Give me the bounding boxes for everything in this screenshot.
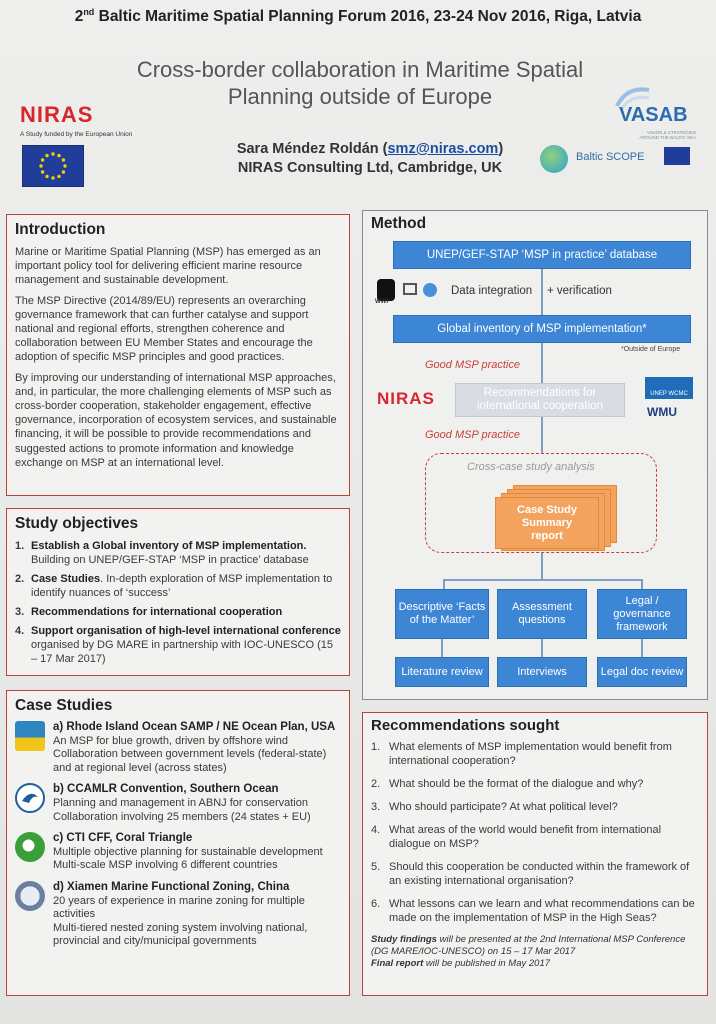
introduction-heading: Introduction: [15, 221, 106, 238]
recommendations-panel: [362, 712, 708, 996]
case-title: a) Rhode Island Ocean SAMP / NE Ocean Plan, USA: [53, 721, 336, 733]
introduction-paragraph-3: By improving our understanding of international MSP approaches, and, in particular, the more challenging elements of MSP such as cross-border cooperation, stakeholder engagement, effective governance, incorporation of ecosystem services, and sustainable financing, it will be possible to provide recommendations and suggested actions to promote information and knowledge exchange on MSP at an international level.: [15, 371, 337, 469]
wwf-label: WWF: [375, 299, 390, 305]
msp-database-box: UNEP/GEF-STAP ‘MSP in practice’ database: [393, 241, 691, 269]
objective-number: 1.: [15, 540, 25, 552]
partner-logos: [373, 279, 453, 303]
outside-europe-note: *Outside of Europe: [621, 346, 681, 353]
case-line-2: Collaboration involving 25 members (24 states + EU): [53, 810, 311, 823]
recommendation-item: [371, 777, 699, 791]
literature-review-box: Literature review: [395, 657, 489, 687]
objective-detail: Building on UNEP/GEF-STAP ‘MSP in practice’ database: [31, 554, 309, 566]
case-studies-heading: Case Studies: [15, 697, 113, 714]
author-organisation: NIRAS Consulting Ltd, Cambridge, UK: [237, 160, 503, 176]
case-line-2: Multi-tiered nested zoning system involving national, provincial and city/municipal governments: [53, 921, 308, 948]
arrow-connector: [541, 269, 543, 315]
baltic-scope-text: Baltic SCOPE: [576, 151, 645, 163]
objective-number: 4.: [15, 625, 25, 637]
note-bold-1: Study findings: [371, 934, 437, 945]
forum-ordinal: nd: [83, 7, 95, 17]
recommendation-number: 1.: [371, 741, 381, 753]
introduction-panel: [6, 214, 350, 496]
cti-icon: [15, 832, 45, 862]
note-text-1: will be presented at the 2nd International MSP Conference (DG MARE/IOC-UNESCO) on 15 – 17 Mar 2017: [371, 934, 686, 957]
interviews-box: Interviews: [497, 657, 587, 687]
introduction-paragraph-1: Marine or Maritime Spatial Planning (MSP) has emerged as an important policy tool for delivering efficient marine resource management and sustainable development.: [15, 246, 321, 287]
arrow-connector: [441, 639, 443, 657]
baltic-scope-logo: [540, 145, 650, 175]
arrow-connector: [541, 343, 543, 383]
vasab-tagline: VISION & STRATEGIES AROUND THE BALTIC SEA: [639, 130, 696, 140]
objectives-panel: [6, 508, 350, 676]
cross-case-label: Cross-case study analysis: [467, 461, 595, 473]
recommendation-number: 3.: [371, 801, 381, 813]
legal-doc-review-box: Legal doc review: [597, 657, 687, 687]
recommendation-text: What areas of the world would benefit from international dialogue on MSP?: [389, 824, 662, 850]
arrow-connector: [541, 553, 543, 581]
author-close-paren: ): [498, 141, 504, 157]
note-bold-2: Final report: [371, 958, 424, 969]
recommendation-item: [371, 740, 699, 768]
case-title: c) CTI CFF, Coral Triangle: [53, 832, 193, 845]
case-line-1: Multiple objective planning for sustainable development: [53, 845, 323, 858]
niras-method-logo: NIRAS: [377, 389, 435, 408]
objective-item: [15, 572, 341, 600]
objectives-list: [15, 539, 341, 666]
wmu-logo: WMU: [647, 405, 677, 419]
objective-title: Recommendations for international cooperation: [31, 606, 283, 618]
forum-number: 2: [74, 8, 84, 26]
unep-wcmc-logo: UNEP WCMC: [645, 377, 693, 399]
recommendation-number: 2.: [371, 778, 381, 790]
study-findings-note: [371, 934, 699, 970]
author-email-link[interactable]: smz@niras.com: [387, 141, 499, 157]
recommendation-text: What lessons can we learn and what recommendations can be made on the implementation of MSP in the High Seas?: [389, 898, 695, 924]
case-line-2: Multi-scale MSP involving 6 different countries: [53, 859, 278, 872]
recommendation-item: [371, 800, 699, 814]
ccamlr-icon: [15, 783, 45, 813]
arrow-connector: [541, 639, 543, 657]
case-title: d) Xiamen Marine Functional Zoning, China: [53, 880, 290, 893]
niras-logo: NIRAS: [20, 102, 94, 127]
title-line-1: Cross-border collaboration in Maritime Spatial: [136, 57, 584, 82]
eu-funding-note: A Study funded by the European Union: [20, 131, 133, 138]
recommendations-list: [371, 740, 699, 925]
case-study-item: [15, 832, 341, 873]
good-practice-label-2: Good MSP practice: [425, 429, 520, 441]
case-summary-card: Case Study Summary report: [495, 497, 599, 549]
assessment-questions-box: Assessment questions: [497, 589, 587, 639]
case-title: b) CCAMLR Convention, Southern Ocean: [53, 783, 279, 796]
recommendation-text: What should be the format of the dialogue and why?: [389, 778, 644, 790]
case-studies-panel: [6, 690, 350, 996]
introduction-paragraph-2: The MSP Directive (2014/89/EU) represents an overarching governance framework that can further catalyse and support national and regional efforts, strengthen coherence and collaboration between EU Member States and encourage the adoption of specific MSP principles and good practices.: [15, 294, 313, 364]
method-panel: [362, 210, 708, 700]
verification-label: + verification: [547, 285, 612, 297]
data-integration-label: Data integration: [451, 285, 533, 297]
arrow-connector: [443, 579, 643, 581]
recommendations-heading: Recommendations sought: [371, 717, 560, 734]
author-block: [200, 140, 540, 178]
objectives-heading: Study objectives: [15, 515, 139, 532]
method-heading: Method: [371, 215, 427, 232]
recommendations-box: Recommendations for international cooperation: [455, 383, 625, 417]
recommendation-text: What elements of MSP implementation would benefit from international cooperation?: [389, 741, 672, 767]
objective-title: Support organisation of high-level international conference: [31, 625, 341, 637]
recommendation-text: Who should participate? At what political level?: [389, 801, 618, 813]
rhode-island-icon: [15, 721, 45, 751]
xiamen-icon: [15, 881, 45, 911]
forum-title: Baltic Maritime Spatial Planning Forum 2016, 23-24 Nov 2016, Riga, Latvia: [94, 8, 642, 26]
forum-header: [0, 0, 716, 36]
vasab-text: VASAB: [619, 104, 688, 126]
recommendation-item: [371, 897, 699, 925]
case-line-1: 20 years of experience in marine zoning for multiple activities: [53, 894, 305, 921]
ioc-icon: [423, 283, 437, 297]
objective-item: [15, 539, 341, 567]
objective-item: [15, 624, 341, 666]
vasab-logo: [605, 84, 695, 134]
unesco-icon: [403, 283, 417, 295]
objective-number: 3.: [15, 606, 25, 618]
objective-title: Case Studies: [31, 573, 101, 585]
eu-flag-small-icon: [664, 147, 690, 165]
title-line-2: Planning outside of Europe: [227, 84, 493, 109]
case-study-item: [15, 783, 341, 824]
baltic-scope-icon: [540, 145, 568, 173]
case-line-1: Planning and management in ABNJ for conservation: [53, 796, 308, 809]
author-line: [200, 140, 540, 159]
recommendation-number: 4.: [371, 824, 381, 836]
recommendation-item: [371, 823, 699, 851]
poster-title: [100, 56, 620, 110]
recommendation-item: [371, 860, 699, 888]
objective-number: 2.: [15, 573, 25, 585]
note-text-2: will be published in May 2017: [423, 958, 551, 969]
legal-governance-box: Legal / governance framework: [597, 589, 687, 639]
eu-flag-icon: [22, 145, 84, 187]
recommendation-number: 5.: [371, 861, 381, 873]
objective-detail: organised by DG MARE in partnership with IOC-UNESCO (15 – 17 Mar 2017): [31, 639, 333, 665]
objective-title: Establish a Global inventory of MSP implementation.: [31, 540, 307, 552]
author-name: Sara Méndez Roldán (: [236, 141, 388, 157]
recommendation-text: Should this cooperation be conducted within the framework of an existing international organisation?: [389, 861, 690, 887]
objective-item: [15, 605, 341, 619]
case-line-1: An MSP for blue growth, driven by offshore wind: [53, 734, 288, 747]
case-study-item: [15, 881, 341, 949]
arrow-connector: [641, 639, 643, 657]
global-inventory-box: Global inventory of MSP implementation*: [393, 315, 691, 343]
wwf-panda-icon: [377, 279, 395, 301]
good-practice-label-1: Good MSP practice: [425, 359, 520, 371]
case-line-2: Collaboration between government levels (federal-state) and at regional level (across states): [53, 748, 327, 774]
arrow-connector: [541, 417, 543, 453]
descriptive-facts-box: Descriptive ‘Facts of the Matter’: [395, 589, 489, 639]
objective-detail: . In-depth exploration of MSP implementation to identify nuances of ‘success’: [31, 573, 333, 599]
case-study-item: [15, 721, 341, 775]
recommendation-number: 6.: [371, 898, 381, 910]
